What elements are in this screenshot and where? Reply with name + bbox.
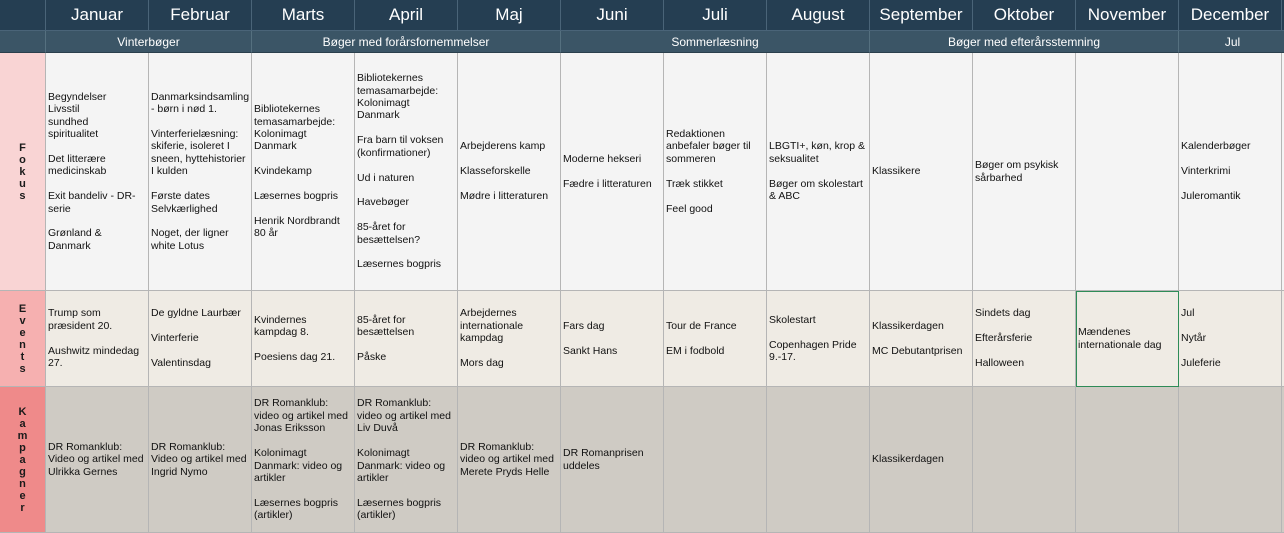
cell-text: LBGTI+, køn, krop & seksualitet Bøger om skolestart & ABC [769,140,865,203]
cell-fokus-maj[interactable] [458,53,561,291]
theme-header[interactable]: Bøger med forårsfornemmelser [252,31,561,53]
cell-events-april[interactable] [355,291,458,387]
cell-events-august[interactable] [767,291,870,387]
cell-kamp-august[interactable] [767,387,870,533]
cell-text: Begyndelser Livsstil sundhed spiritualitet Det litterære medicinskab Exit bandeliv - DR-serie Grønland & Danmark [48,90,136,252]
cell-kamp-oktober[interactable] [973,387,1076,533]
cell-fokus-februar[interactable] [149,53,252,291]
cell-kamp-juni[interactable] [561,387,664,533]
theme-header[interactable]: Jul [1179,31,1284,53]
cell-text: Kalenderbøger Vinterkrimi Juleromantik [1181,140,1251,203]
cell-events-januar[interactable] [46,291,149,387]
cell-fokus-januar[interactable] [46,53,149,291]
month-header-4[interactable]: April [355,0,458,31]
month-header-7[interactable]: Juli [664,0,767,31]
cell-fokus-oktober[interactable] [973,53,1076,291]
cell-kamp-december[interactable] [1179,387,1282,533]
cell-events-juni[interactable] [561,291,664,387]
month-header-1[interactable]: Januar [46,0,149,31]
month-header-2[interactable]: Februar [149,0,252,31]
cell-text: Danmarksindsamling - børn i nød 1. Vinterferielæsning: skiferie, isoleret I sneen, hyttehistorier I kulden Første dates Selvkærlighed Noget, der ligner white Lotus [151,90,250,252]
month-header-12[interactable]: December [1179,0,1282,31]
corner-cell[interactable] [0,0,46,31]
cell-text: Arbejderens kamp Klasseforskelle Mødre i litteraturen [460,140,549,203]
month-header-3[interactable]: Marts [252,0,355,31]
month-header-9[interactable]: September [870,0,973,31]
cell-fokus-juni[interactable] [561,53,664,291]
cell-fokus-april[interactable] [355,53,458,291]
cell-text: DR Romanklub: video og artikel med Liv Duvå Kolonimagt Danmark: video og artikler Læsernes bogpris (artikler) [357,397,451,522]
cell-events-marts[interactable] [252,291,355,387]
month-header-6[interactable]: Juni [561,0,664,31]
cell-fokus-september[interactable] [870,53,973,291]
cell-text: Tour de France EM i fodbold [666,319,737,357]
cell-text: DR Romanklub: video og artikel med Merete Pryds Helle [460,440,554,478]
cell-text: Bibliotekernes temasamarbejde: Kolonimagt Danmark Fra barn til voksen (konfirmationer) Ud i naturen Havebøger 85-året for besættelsen? Læsernes bogpris [357,72,444,271]
cell-kamp-marts[interactable] [252,387,355,533]
cell-text: Moderne hekseri Fædre i litteraturen [563,152,652,190]
month-header-8[interactable]: August [767,0,870,31]
cell-fokus-august[interactable] [767,53,870,291]
cell-text: 85-året for besættelsen Påske [357,313,415,363]
theme-header[interactable]: Bøger med efterårsstemning [870,31,1179,53]
cell-events-maj[interactable] [458,291,561,387]
theme-header[interactable]: Sommerlæsning [561,31,870,53]
cell-events-september[interactable] [870,291,973,387]
row-label-fokus[interactable]: F o k u s [0,53,46,291]
row-label-events[interactable]: E v e n t s [0,291,46,387]
theme-header[interactable]: Vinterbøger [46,31,252,53]
cell-events-december[interactable] [1179,291,1282,387]
cell-text: Skolestart Copenhagen Pride 9.-17. [769,313,857,363]
cell-text: Klassikerdagen MC Debutantprisen [872,319,963,357]
cell-kamp-februar[interactable] [149,387,252,533]
cell-text: Trump som præsident 20. Aushwitz mindedag 27. [48,307,140,370]
month-header-5[interactable]: Maj [458,0,561,31]
cell-text: DR Romanklub: Video og artikel med Ulrikka Gernes [48,440,144,478]
cell-events-oktober[interactable] [973,291,1076,387]
cell-fokus-december[interactable] [1179,53,1282,291]
cell-kamp-juli[interactable] [664,387,767,533]
cell-kamp-januar[interactable] [46,387,149,533]
cell-kamp-september[interactable] [870,387,973,533]
cell-text: DR Romanprisen uddeles [563,447,644,472]
cell-text: Kvindernes kampdag 8. Poesiens dag 21. [254,313,336,363]
month-header-11[interactable]: November [1076,0,1179,31]
cell-fokus-november[interactable] [1076,53,1179,291]
cell-fokus-marts[interactable] [252,53,355,291]
cell-text: DR Romanklub: video og artikel med Jonas Eriksson Kolonimagt Danmark: video og artikler Læsernes bogpris (artikler) [254,397,348,522]
cell-text: Sindets dag Efterårsferie Halloween [975,307,1033,370]
cell-fokus-juli[interactable] [664,53,767,291]
cell-text: Mændenes internationale dag [1078,326,1162,351]
cell-events-februar[interactable] [149,291,252,387]
cell-text: Redaktionen anbefaler bøger til sommeren Træk stikket Feel good [666,128,751,215]
cell-text: DR Romanklub: Video og artikel med Ingrid Nymo [151,440,247,478]
cell-kamp-april[interactable] [355,387,458,533]
row-label-kamp[interactable]: K a m p a g n e r [0,387,46,533]
cell-text: Bibliotekernes temasamarbejde: Kolonimagt Danmark Kvindekamp Læsernes bogpris Henrik Nordbrandt 80 år [254,103,340,240]
cell-kamp-november[interactable] [1076,387,1179,533]
cell-text: Arbejdernes internationale kampdag Mors dag [460,307,524,370]
month-header-10[interactable]: Oktober [973,0,1076,31]
cell-text: Bøger om psykisk sårbarhed [975,159,1059,184]
cell-text: Jul Nytår Juleferie [1181,307,1221,370]
cell-text: De gyldne Laurbær Vinterferie Valentinsdag [151,307,241,370]
cell-text: Klassikere [872,165,921,178]
cell-events-juli[interactable] [664,291,767,387]
cell-text: Klassikerdagen [872,453,944,466]
cell-kamp-maj[interactable] [458,387,561,533]
cell-events-november[interactable] [1076,291,1179,387]
cell-text: Fars dag Sankt Hans [563,319,618,357]
theme-corner-cell[interactable] [0,31,46,53]
